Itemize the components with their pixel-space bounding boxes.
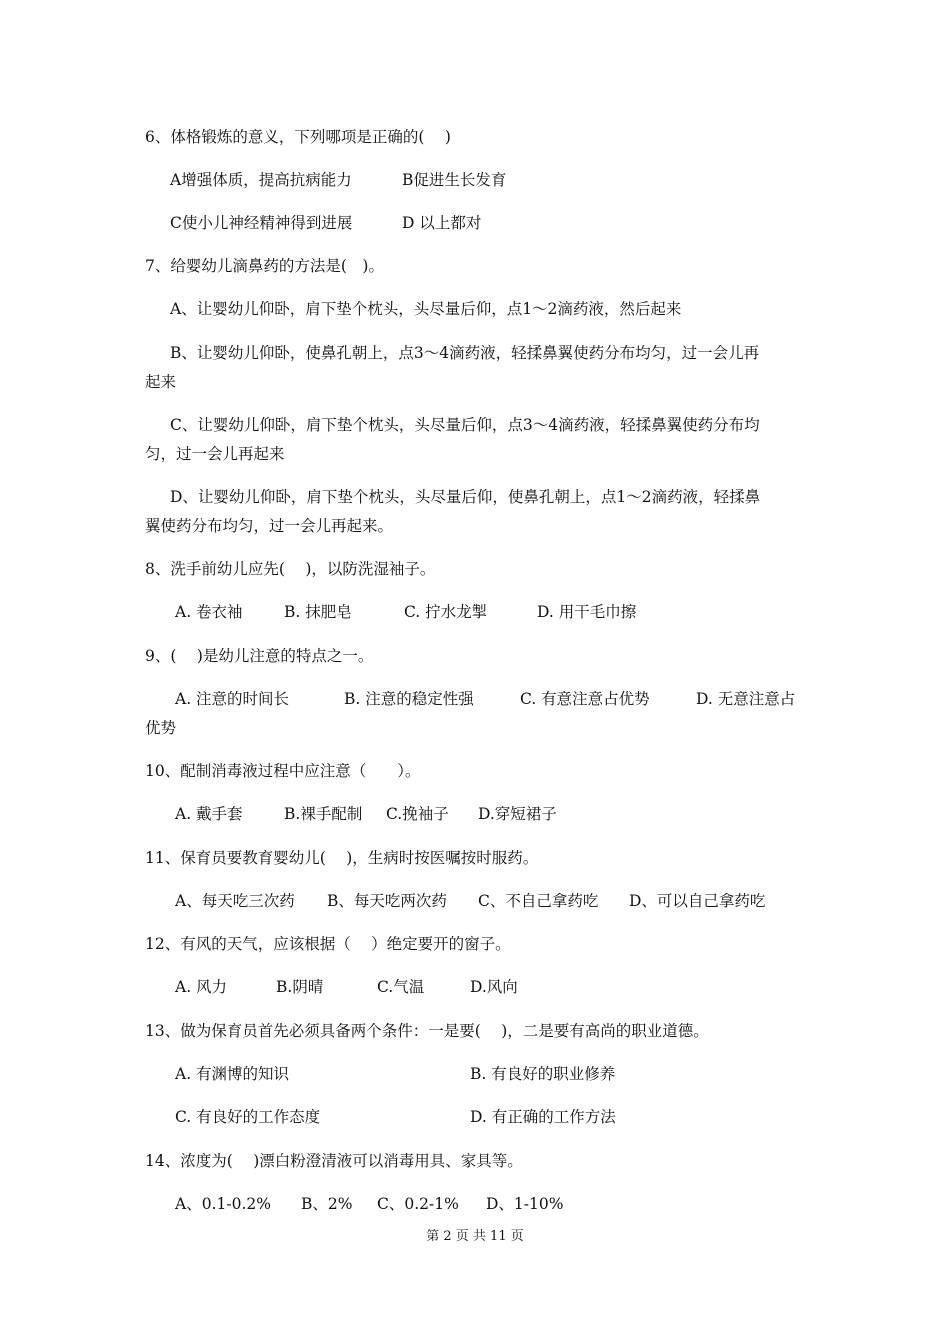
question-13-option-d: D. 有正确的工作方法 xyxy=(470,1108,616,1126)
question-11-option-b: B、每天吃两次药 xyxy=(327,892,447,910)
question-7-option-d: D、让婴幼儿仰卧，肩下垫个枕头，头尽量后仰，使鼻孔朝上，点1～2滴药液，轻揉鼻 xyxy=(170,488,761,506)
question-7-option-c: C、让婴幼儿仰卧，肩下垫个枕头，头尽量后仰，点3～4滴药液，轻揉鼻翼使药分布均 xyxy=(170,416,760,434)
question-9-option-b: B. 注意的稳定性强 xyxy=(344,690,474,708)
question-6-option-a: A增强体质，提高抗病能力 xyxy=(170,171,352,189)
question-13-option-b: B. 有良好的职业修养 xyxy=(470,1065,616,1083)
question-9-stem: 9、( )是幼儿注意的特点之一。 xyxy=(145,647,374,665)
question-9-option-d: D. 无意注意占 xyxy=(696,690,796,708)
question-11-option-a: A、每天吃三次药 xyxy=(175,892,295,910)
question-13-stem: 13、做为保育员首先必须具备两个条件：一是要( )，二是要有高尚的职业道德。 xyxy=(145,1022,709,1040)
question-7-stem: 7、给婴幼儿滴鼻药的方法是( )。 xyxy=(145,257,384,275)
question-13-option-c: C. 有良好的工作态度 xyxy=(175,1108,321,1126)
question-9-option-d-cont: 优势 xyxy=(145,719,177,737)
question-14-option-b: B、2% xyxy=(301,1195,353,1213)
question-9-option-a: A. 注意的时间长 xyxy=(175,690,290,708)
question-7-option-b: B、让婴幼儿仰卧，使鼻孔朝上，点3～4滴药液，轻揉鼻翼使药分布均匀，过一会儿再 xyxy=(170,344,760,362)
question-12-stem: 12、有风的天气，应该根据（ ）绝定要开的窗子。 xyxy=(145,935,511,953)
question-12-option-a: A. 风力 xyxy=(175,978,228,996)
question-8-stem: 8、洗手前幼儿应先( )，以防洗湿袖子。 xyxy=(145,560,436,578)
question-8-option-b: B. 抹肥皂 xyxy=(284,603,352,621)
question-14-option-c: C、0.2-1% xyxy=(377,1195,459,1213)
question-7-option-b-cont: 起来 xyxy=(145,373,177,391)
question-6-option-c: C使小儿神经精神得到进展 xyxy=(170,214,353,232)
question-11-option-c: C、不自己拿药吃 xyxy=(478,892,599,910)
question-7-option-d-cont: 翼使药分布均匀，过一会儿再起来。 xyxy=(145,517,394,535)
question-10-option-c: C.挽袖子 xyxy=(386,805,449,823)
question-13-option-a: A. 有渊博的知识 xyxy=(175,1065,290,1083)
question-11-option-d: D、可以自己拿药吃 xyxy=(629,892,766,910)
question-10-option-d: D.穿短裙子 xyxy=(478,805,557,823)
question-12-option-c: C.气温 xyxy=(377,978,425,996)
page-number-footer: 第 2 页 共 11 页 xyxy=(426,1229,524,1244)
question-11-stem: 11、保育员要教育婴幼儿( )，生病时按医嘱按时服药。 xyxy=(145,849,539,867)
question-10-option-b: B.裸手配制 xyxy=(284,805,363,823)
question-7-option-a: A、让婴幼儿仰卧，肩下垫个枕头，头尽量后仰，点1～2滴药液，然后起来 xyxy=(170,300,682,318)
question-8-option-a: A. 卷衣袖 xyxy=(175,603,243,621)
question-10-option-a: A. 戴手套 xyxy=(175,805,243,823)
question-12-option-d: D.风向 xyxy=(470,978,518,996)
question-8-option-c: C. 拧水龙掣 xyxy=(404,603,488,621)
question-14-option-d: D、1-10% xyxy=(486,1195,564,1213)
question-6-stem: 6、体格锻炼的意义，下列哪项是正确的( ) xyxy=(145,128,451,146)
question-14-stem: 14、浓度为( )漂白粉澄清液可以消毒用具、家具等。 xyxy=(145,1152,523,1170)
question-7-option-c-cont: 匀，过一会儿再起来 xyxy=(145,445,285,463)
question-6-option-d: D 以上都对 xyxy=(402,214,482,232)
question-14-option-a: A、0.1-0.2% xyxy=(175,1195,271,1213)
question-12-option-b: B.阴晴 xyxy=(276,978,324,996)
question-10-stem: 10、配制消毒液过程中应注意（ ）。 xyxy=(145,762,421,780)
question-9-option-c: C. 有意注意占优势 xyxy=(520,690,650,708)
question-8-option-d: D. 用干毛巾擦 xyxy=(537,603,637,621)
question-6-option-b: B促进生长发育 xyxy=(402,171,507,189)
